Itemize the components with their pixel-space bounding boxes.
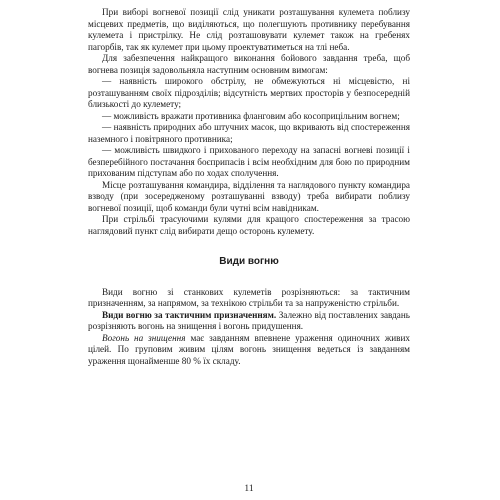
lead-bold-term: Види вогню за тактичним призначенням. [102, 309, 277, 320]
paragraph-requirements-intro: Для забезпечення найкращого виконання бойового завдання треба, щоб вогнева позиція задовольняла наступним основним вимогам: [88, 53, 410, 75]
spacer [88, 237, 410, 256]
requirement-item-reserve-positions: — можливість швидкого і прихованого переходу на запасні вогневі позиції і безперебійного постачання боєприпасів і всім необхідним для бою по природним прихованим підступам або по ходах сполучення. [88, 145, 410, 178]
lead-bold-rest: Залежно від поставлених завдань розрізняють вогонь на знищення і вогонь придушення. [88, 309, 410, 331]
paragraph-destruction-fire [88, 333, 410, 368]
section-heading: Види вогню [219, 256, 279, 267]
book-page [88, 7, 410, 497]
lead-italic-term: Вогонь на знищення [102, 332, 186, 343]
requirement-item-flanking-fire: — можливість вражати противника фланговим або косоприцільним вогнем; [102, 110, 400, 121]
paragraph-position-selection: При виборі вогневої позиції слід уникати розташування кулемета поблизу місцевих предметів, що виділяються, що полегшують противнику перебування кулемета і пристрілку. Не слід розташовувати кулемет також на гребенях пагорбів, так як кулемет при цьому проектуватиметься на тлі неба. [88, 7, 410, 52]
requirement-item-masks: — наявність природних або штучних масок, що вкривають від спостереження наземного і повітряного противника; [88, 122, 410, 144]
page-number: 11 [244, 484, 254, 494]
paragraph-tracer-observation: При стрільбі трасуючими кулями для кращого спостереження за трасою наглядовий пункт слід вибирати дещо осторонь кулемету. [88, 214, 410, 236]
paragraph-tactical-purpose [88, 310, 410, 333]
spacer [88, 268, 410, 287]
lead-italic-rest: має завданням впевнене ураження одиночних живих цілей. По груповим живим цілям вогонь знищення ведеться із завданням ураження щонайменше 80 % їх складу. [88, 332, 410, 366]
requirement-item-field-of-fire: — наявність широкого обстрілу, не обмежуються ні місцевістю, ні розташуванням своїх підрозділів; відсутність мертвих просторів у безпосередній близькості до кулемету; [88, 76, 410, 109]
paragraph-fire-types-intro: Види вогню зі станкових кулеметів розрізняються: за тактичним призначенням, за напрямом, за технікою стрільби та за напруженістю стрільби. [88, 286, 410, 308]
paragraph-commander-location: Місце розташування командира, відділення та наглядового пункту командира взводу (при зосередженому розташуванні взводу) треба вибирати поблизу вогневої позиції, щоб команди були чутні всім навідникам. [88, 179, 410, 213]
